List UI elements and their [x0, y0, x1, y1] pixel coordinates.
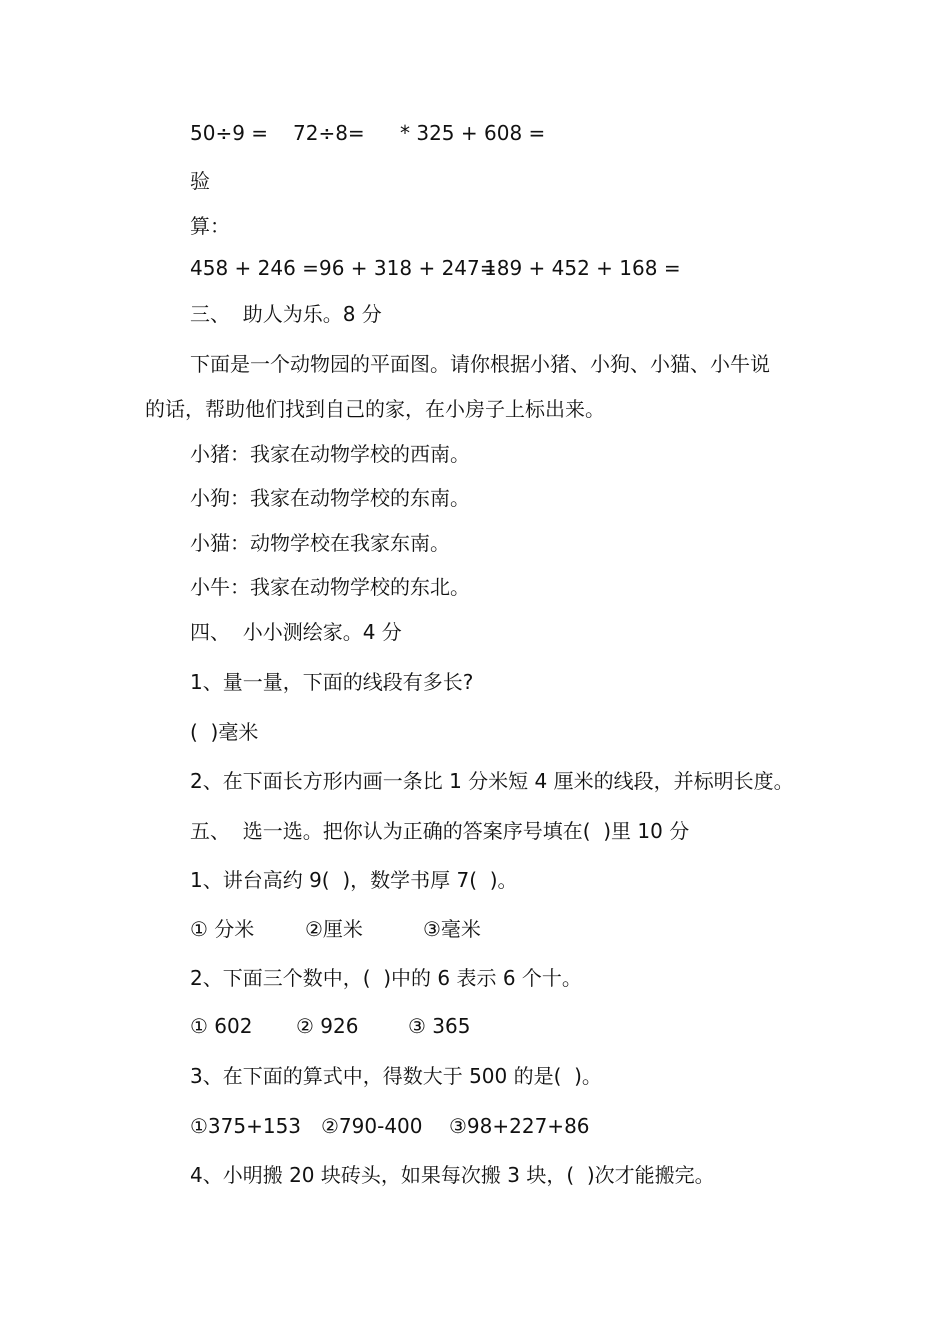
statement-pig: 小猪：我家在动物学校的西南。 [190, 442, 470, 466]
section-5-q1: 1、讲台高约 9( )，数学书厚 7( )。 [190, 868, 518, 892]
section-5-q4: 4、小明搬 20 块砖头，如果每次搬 3 块，( )次才能搬完。 [190, 1163, 715, 1187]
option-3: ③毫米 [423, 917, 481, 941]
option-2: ②厘米 [305, 917, 363, 941]
option-2: ② 926 [296, 1014, 359, 1038]
section-4-heading: 四、 小小测绘家。4 分 [190, 620, 402, 644]
calc-expression: 458 + 246 = [190, 256, 319, 280]
calc-expression: * 325 + 608 = [400, 121, 546, 145]
calc-expression: 72÷8= [293, 121, 365, 145]
section-5-q2: 2、下面三个数中，( )中的 6 表示 6 个十。 [190, 966, 582, 990]
option-3: ③98+227+86 [449, 1114, 590, 1138]
option-1: ① 分米 [190, 917, 255, 941]
option-1: ①375+153 [190, 1114, 302, 1138]
verify-label-2: 算： [190, 214, 230, 238]
statement-cow: 小牛：我家在动物学校的东北。 [190, 575, 470, 599]
option-1: ① 602 [190, 1014, 253, 1038]
option-3: ③ 365 [408, 1014, 471, 1038]
calc-expression: 96 + 318 + 247= [319, 256, 497, 280]
section-4-q2: 2、在下面长方形内画一条比 1 分米短 4 厘米的线段，并标明长度。 [190, 769, 794, 793]
calc-expression: 50÷9 = [190, 121, 269, 145]
section-3-intro-line-2: 的话，帮助他们找到自己的家，在小房子上标出来。 [145, 397, 605, 421]
calc-expression: 189 + 452 + 168 = [484, 256, 681, 280]
section-3-intro-line-1: 下面是一个动物园的平面图。请你根据小猪、小狗、小猫、小牛说 [190, 352, 770, 376]
section-5-q3: 3、在下面的算式中，得数大于 500 的是( )。 [190, 1064, 602, 1088]
section-4-q1-answer: ( )毫米 [190, 720, 259, 744]
option-2: ②790-400 [321, 1114, 423, 1138]
section-3-heading: 三、 助人为乐。8 分 [190, 302, 382, 326]
statement-cat: 小猫：动物学校在我家东南。 [190, 531, 450, 555]
section-4-q1: 1、量一量，下面的线段有多长? [190, 670, 474, 694]
section-5-heading: 五、 选一选。把你认为正确的答案序号填在( )里 10 分 [190, 819, 690, 843]
verify-label-1: 验 [190, 169, 210, 193]
statement-dog: 小狗：我家在动物学校的东南。 [190, 486, 470, 510]
